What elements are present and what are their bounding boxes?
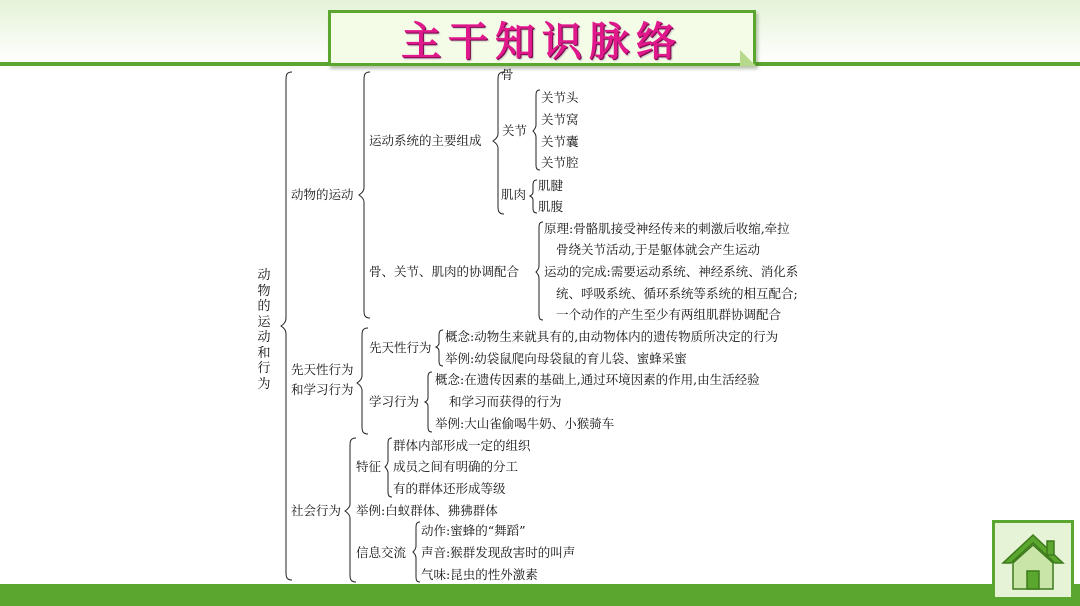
coordination-line: 一个动作的产生至少有两组肌群协调配合 (556, 307, 782, 322)
learning-example: 举例:大山雀偷喝牛奶、小猴骑车 (435, 416, 615, 431)
innate-learning-label: 和学习行为 (291, 382, 354, 397)
feature-item: 成员之间有明确的分工 (393, 459, 519, 474)
innate-concept: 概念:动物生来就具有的,由动物体内的遗传物质所决定的行为 (445, 329, 779, 344)
footer-bar (0, 584, 1080, 606)
feature-item: 群体内部形成一定的组织 (393, 438, 531, 453)
joint-part: 关节窝 (541, 112, 579, 127)
page-title: 主干知识脉络 (401, 18, 683, 65)
system-label: 运动系统的主要组成 (369, 133, 482, 148)
communication-item: 声音:猴群发现敌害时的叫声 (421, 545, 576, 560)
innate-example: 举例:幼袋鼠爬向母袋鼠的育儿袋、蜜蜂采蜜 (445, 351, 687, 366)
feature-item: 有的群体还形成等级 (393, 481, 506, 496)
innate-learning-label: 先天性行为 (291, 362, 354, 377)
movement-label: 动物的运动 (291, 187, 354, 202)
communication-item: 气味:昆虫的性外激素 (421, 567, 538, 582)
coordination-line: 原理:骨骼肌接受神经传来的刺激后收缩,牵拉 (544, 221, 790, 236)
coordination-line: 运动的完成:需要运动系统、神经系统、消化系 (544, 264, 799, 279)
coordination-line: 骨绕关节活动,于是躯体就会产生运动 (556, 242, 760, 257)
social-label: 社会行为 (291, 503, 342, 518)
joint-part: 关节囊 (541, 134, 579, 149)
root-topic: 动物的运动和行为 (257, 268, 271, 392)
joint-part: 关节腔 (541, 155, 579, 170)
coordination-line: 统、呼吸系统、循环系统等系统的相互配合; (556, 286, 798, 301)
home-button[interactable] (992, 520, 1074, 600)
features-label: 特征 (356, 459, 382, 474)
muscle-part: 肌腱 (538, 178, 564, 193)
joint-label: 关节 (502, 123, 528, 138)
joint-part: 关节头 (541, 90, 579, 105)
muscle-part: 肌腹 (538, 199, 564, 214)
communication-label: 信息交流 (356, 545, 407, 560)
coordination-label: 骨、关节、肌肉的协调配合 (369, 264, 520, 279)
muscle-label: 肌肉 (501, 187, 527, 202)
learning-concept: 概念:在遗传因素的基础上,通过环境因素的作用,由生活经验 (435, 372, 760, 387)
bone-label: 骨 (501, 67, 514, 82)
social-example: 举例:白蚁群体、狒狒群体 (356, 503, 498, 518)
learning-label: 学习行为 (369, 394, 420, 409)
learning-concept: 和学习而获得的行为 (449, 394, 562, 409)
innate-label: 先天性行为 (369, 340, 432, 355)
communication-item: 动作:蜜蜂的“舞蹈” (421, 523, 526, 538)
house-icon (1001, 531, 1065, 593)
